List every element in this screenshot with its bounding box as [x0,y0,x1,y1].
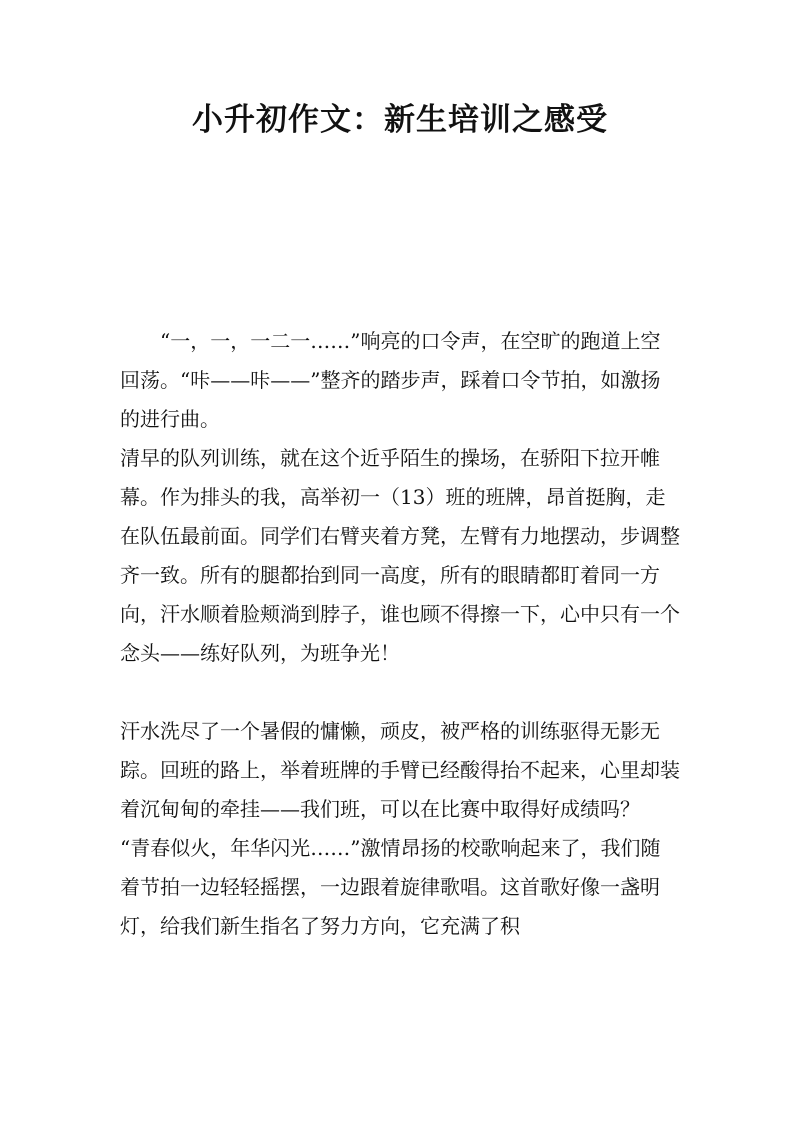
paragraph-2: 清早的队列训练，就在这个近乎陌生的操场，在骄阳下拉开帷幕。作为排头的我，高举初一（13）班的班牌，昂首挺胸，走在队伍最前面。同学们右臂夹着方凳，左臂有力地摆动，步调整齐一致。所有的腿都抬到同一高度，所有的眼睛都盯着同一方向，汗水顺着脸颊淌到脖子，谁也顾不得擦一下，心中只有一个念头——练好队列，为班争光！ [120,446,680,665]
document-body [120,322,680,946]
paragraph-3: 汗水洗尽了一个暑假的慵懒，顽皮，被严格的训练驱得无影无踪。回班的路上，举着班牌的手臂已经酸得抬不起来，心里却装着沉甸甸的牵挂——我们班，可以在比赛中取得好成绩吗？ [120,719,680,821]
paragraph-4: “青春似火，年华闪光……”激情昂扬的校歌响起来了，我们随着节拍一边轻轻摇摆，一边跟着旋律歌唱。这首歌好像一盏明灯，给我们新生指名了努力方向，它充满了积 [120,836,661,938]
document-title: 小升初作文：新生培训之感受 [192,102,608,138]
paragraph-spacer [120,673,680,712]
paragraph-1: “一，一，一二一……”响亮的口令声，在空旷的跑道上空回荡。“咔——咔——”整齐的踏步声，踩着口令节拍，如激扬的进行曲。 [120,329,661,431]
